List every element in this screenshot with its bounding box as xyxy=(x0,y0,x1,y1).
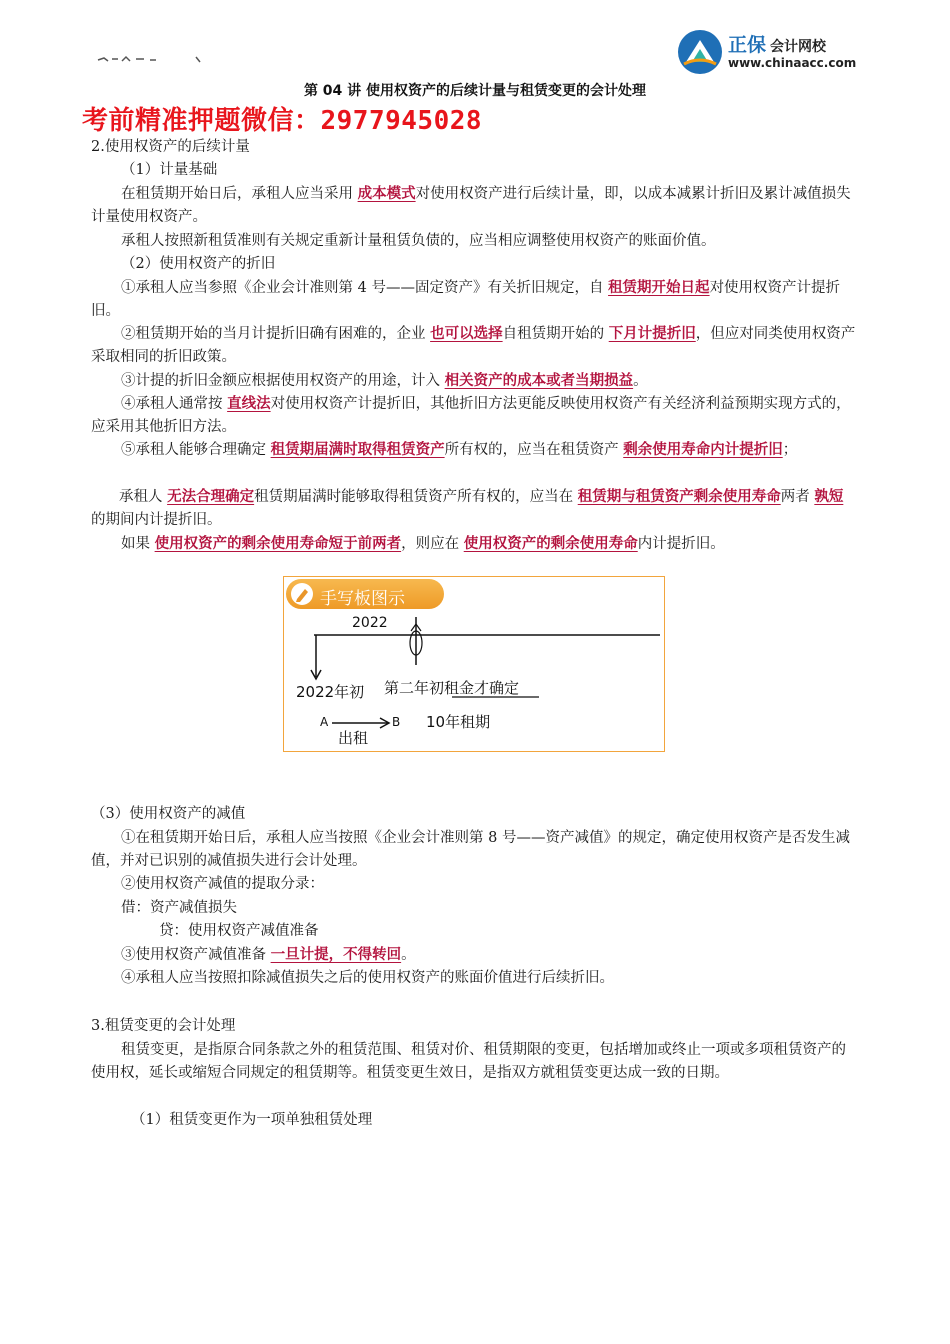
highlight-term: 剩余使用寿命内计提折旧 xyxy=(623,442,783,458)
brand-name: 正保 xyxy=(728,34,767,56)
paragraph: ①承租人应当参照《企业会计准则第 4 号——固定资产》有关折旧规定，自 租赁期开始日起对使用权资产计提折旧。 xyxy=(91,280,841,319)
brand-logo[interactable] xyxy=(676,28,866,78)
page-title: 第 04 讲 使用权资产的后续计量与租赁变更的会计处理 xyxy=(303,83,647,99)
paragraph: ③使用权资产减值准备 一旦计提，不得转回。 xyxy=(121,947,416,963)
brand-url[interactable]: www.chinaacc.com xyxy=(728,56,857,70)
paragraph: ③计提的折旧金额应根据使用权资产的用途，计入 相关资产的成本或者当期损益。 xyxy=(121,373,648,389)
highlight-term: 租赁期开始日起 xyxy=(608,280,710,296)
subsection-heading: （1）租赁变更作为一项单独租赁处理 xyxy=(131,1112,373,1128)
highlight-term: 使用权资产的剩余使用寿命 xyxy=(463,536,638,552)
lessor-a: A xyxy=(320,715,329,729)
brand-logo-icon xyxy=(676,28,724,76)
paragraph: ④承租人通常按 直线法对使用权资产计提折旧，其他折旧方法更能反映使用权资产有关经济利益预期实现方式的，应采用其他折旧方法。 xyxy=(91,396,851,435)
section-heading: 3.租赁变更的会计处理 xyxy=(91,1018,236,1034)
subsection-heading: （3）使用权资产的减值 xyxy=(91,806,246,822)
brand-sub: 会计网校 xyxy=(770,39,827,55)
highlight-term: 无法合理确定 xyxy=(167,489,255,505)
board-label: 手写板图示 xyxy=(320,589,405,609)
timeline-year: 2022 xyxy=(352,615,388,631)
highlight-term: 孰短 xyxy=(814,489,844,505)
paragraph: ②使用权资产减值的提取分录： xyxy=(121,876,324,892)
highlight-term: 租赁期与租赁资产剩余使用寿命 xyxy=(577,489,781,505)
paragraph: 如果 使用权资产的剩余使用寿命短于前两者，则应在 使用权资产的剩余使用寿命内计提折旧。 xyxy=(121,536,725,552)
paragraph: ⑤承租人能够合理确定 租赁期届满时取得租赁资产所有权的，应当在租赁资产 剩余使用寿命内计提折旧； xyxy=(121,442,798,458)
highlight-term: 成本模式 xyxy=(357,186,416,202)
lease-term: 10年租期 xyxy=(426,713,491,731)
highlight-term: 租赁期届满时取得租赁资产 xyxy=(270,442,445,458)
paragraph: 在租赁期开始日后，承租人应当采用 成本模式对使用权资产进行后续计量，即，以成本减累计折旧及累计减值损失计量使用权资产。 xyxy=(91,186,851,225)
paragraph: ④承租人应当按照扣除减值损失之后的使用权资产的账面价值进行后续折旧。 xyxy=(121,970,614,986)
highlight-term: 也可以选择 xyxy=(430,326,503,342)
paragraph: 租赁变更，是指原合同条款之外的租赁范围、租赁对价、租赁期限的变更，包括增加或终止一项或多项租赁资产的使用权，延长或缩短合同规定的租赁期等。租赁变更生效日，是指双方就租赁变更达成一致的日期。 xyxy=(91,1042,846,1081)
handwriting-board xyxy=(283,576,665,752)
highlight-term: 相关资产的成本或者当期损益 xyxy=(444,373,634,389)
timeline-note: 第二年初租金才确定 xyxy=(384,679,520,697)
paragraph: 承租人 无法合理确定租赁期届满时能够取得租赁资产所有权的，应当在 租赁期与租赁资产剩余使用寿命两者 孰短的期间内计提折旧。 xyxy=(91,489,844,528)
paragraph: ②租赁期开始的当月计提折旧确有困难的，企业 也可以选择自租赁期开始的 下月计提折旧，但应对同类使用权资产采取相同的折旧政策。 xyxy=(91,326,856,365)
header-scribble xyxy=(96,52,206,66)
paragraph: ①在租赁期开始日后，承租人应当按照《企业会计准则第 8 号——资产减值》的规定，确定使用权资产是否发生减值，并对已识别的减值损失进行会计处理。 xyxy=(91,830,850,869)
highlight-term: 下月计提折旧 xyxy=(608,326,696,342)
lease-label: 出租 xyxy=(338,729,369,747)
paragraph: 承租人按照新租赁准则有关规定重新计量租赁负债的，应当相应调整使用权资产的账面价值。 xyxy=(121,233,716,249)
subsection-heading: （2）使用权资产的折旧 xyxy=(121,256,276,272)
section-heading: 2.使用权资产的后续计量 xyxy=(91,139,250,155)
journal-debit: 借：资产减值损失 xyxy=(121,900,237,916)
promo-banner: 考前精准押题微信：2977945028 xyxy=(82,106,483,136)
lessee-b: B xyxy=(392,715,401,729)
journal-credit: 贷：使用权资产减值准备 xyxy=(159,923,319,939)
subsection-heading: （1）计量基础 xyxy=(121,162,218,178)
highlight-term: 一旦计提，不得转回 xyxy=(270,947,402,963)
highlight-term: 使用权资产的剩余使用寿命短于前两者 xyxy=(154,536,402,552)
timeline-start: 2022年初 xyxy=(296,683,365,701)
highlight-term: 直线法 xyxy=(227,396,271,412)
